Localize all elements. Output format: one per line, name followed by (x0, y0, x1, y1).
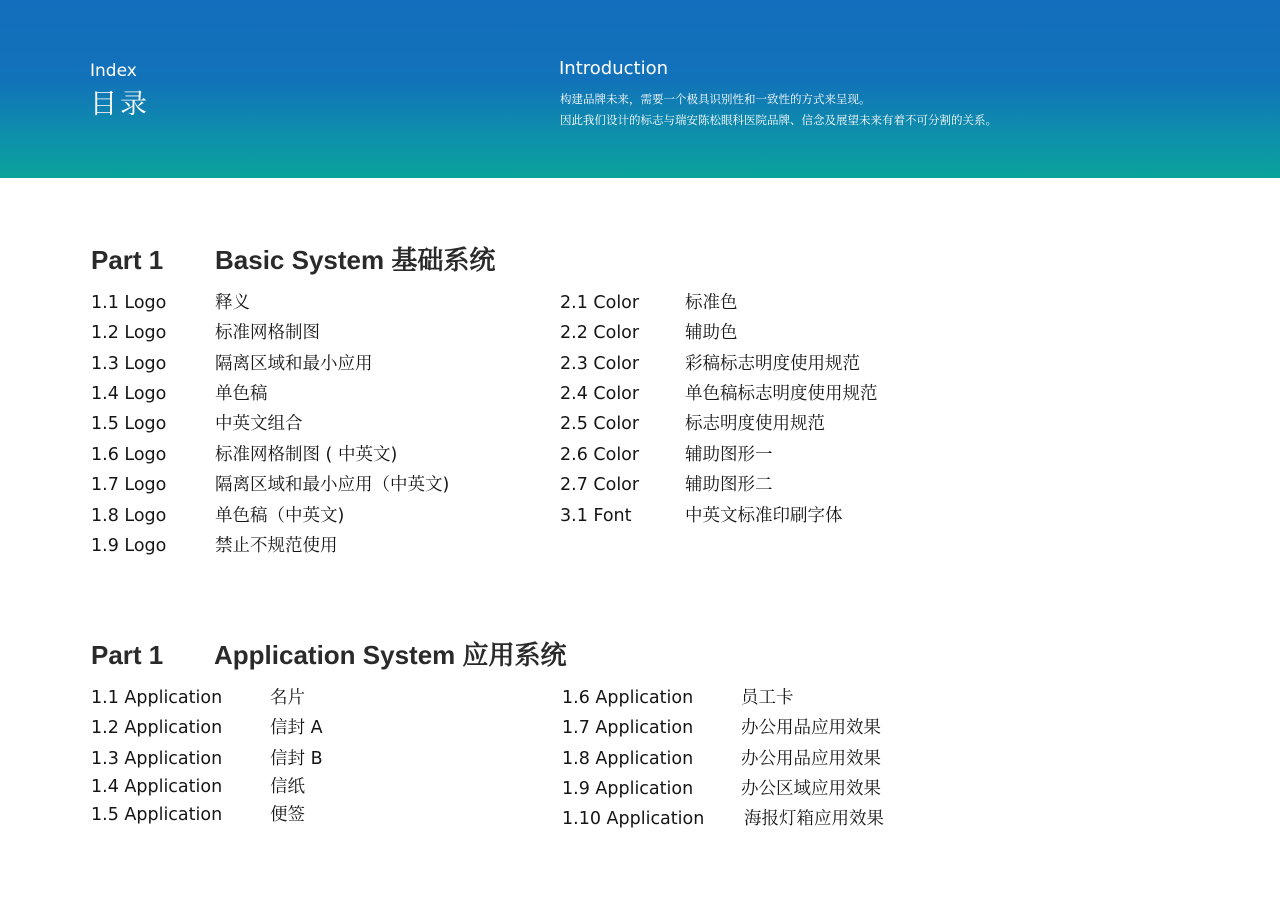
part1-title: Basic System 基础系统 (215, 245, 496, 275)
toc-entry-number[interactable]: 1.4 Logo (91, 384, 167, 404)
toc-entry-number[interactable]: 1.7 Logo (91, 475, 167, 495)
part2-title: Application System 应用系统 (214, 640, 567, 670)
toc-entry-number[interactable]: 2.1 Color (560, 293, 640, 313)
toc-entry-number[interactable]: 3.1 Font (560, 506, 632, 526)
toc-entry-title[interactable]: 辅助图形二 (685, 475, 773, 495)
toc-entry-title[interactable]: 标志明度使用规范 (685, 414, 825, 434)
toc-entry-title[interactable]: 辅助图形一 (685, 445, 773, 465)
toc-entry-number[interactable]: 1.2 Application (91, 718, 223, 738)
toc-entry-title[interactable]: 辅助色 (685, 323, 738, 343)
toc-entry-title[interactable]: 释义 (215, 293, 250, 313)
toc-entry-number[interactable]: 1.7 Application (562, 718, 694, 738)
toc-entry-number[interactable]: 2.2 Color (560, 323, 640, 343)
toc-entry-title[interactable]: 办公用品应用效果 (741, 718, 881, 738)
toc-entry-title[interactable]: 标准网格制图 ( 中英文) (215, 445, 398, 465)
toc-entry-title[interactable]: 员工卡 (741, 688, 794, 708)
toc-entry-number[interactable]: 1.6 Application (562, 688, 694, 708)
toc-entry-number[interactable]: 2.3 Color (560, 354, 640, 374)
toc-entry-number[interactable]: 2.7 Color (560, 475, 640, 495)
toc-entry-title[interactable]: 隔离区域和最小应用（中英文) (215, 475, 450, 495)
toc-entry-title[interactable]: 彩稿标志明度使用规范 (685, 354, 860, 374)
toc-entry-number[interactable]: 1.2 Logo (91, 323, 167, 343)
intro-line: 构建品牌未来，需要一个极具识别性和一致性的方式来呈现。 (560, 92, 871, 106)
toc-entry-number[interactable]: 1.8 Logo (91, 506, 167, 526)
toc-entry-title[interactable]: 信封 B (270, 749, 323, 769)
toc-entry-title[interactable]: 便签 (270, 805, 305, 825)
toc-entry-title[interactable]: 隔离区域和最小应用 (215, 354, 373, 374)
toc-entry-title[interactable]: 单色稿标志明度使用规范 (685, 384, 878, 404)
toc-entry-title[interactable]: 禁止不规范使用 (215, 536, 338, 556)
toc-entry-title[interactable]: 中英文组合 (215, 414, 303, 434)
toc-entry-number[interactable]: 2.6 Color (560, 445, 640, 465)
toc-entry-title[interactable]: 标准网格制图 (215, 323, 320, 343)
toc-entry-number[interactable]: 1.5 Application (91, 805, 223, 825)
toc-entry-title[interactable]: 海报灯箱应用效果 (744, 809, 884, 829)
toc-entry-title[interactable]: 单色稿（中英文) (215, 506, 345, 526)
toc-entry-number[interactable]: 2.4 Color (560, 384, 640, 404)
toc-entry-title[interactable]: 办公用品应用效果 (741, 749, 881, 769)
toc-entry-title[interactable]: 信纸 (270, 777, 305, 797)
toc-entry-number[interactable]: 1.8 Application (562, 749, 694, 769)
intro-title: Introduction (559, 58, 669, 79)
index-label: Index (90, 61, 137, 81)
toc-entry-title[interactable]: 标准色 (685, 293, 738, 313)
toc-entry-number[interactable]: 1.5 Logo (91, 414, 167, 434)
toc-entry-number[interactable]: 1.9 Application (562, 779, 694, 799)
toc-entry-title[interactable]: 办公区域应用效果 (741, 779, 881, 799)
toc-entry-number[interactable]: 1.10 Application (562, 809, 705, 829)
toc-entry-number[interactable]: 1.1 Application (91, 688, 223, 708)
toc-entry-number[interactable]: 1.1 Logo (91, 293, 167, 313)
index-title: 目录 (90, 89, 150, 120)
toc-entry-number[interactable]: 1.9 Logo (91, 536, 167, 556)
toc-entry-number[interactable]: 1.6 Logo (91, 445, 167, 465)
toc-entry-title[interactable]: 单色稿 (215, 384, 268, 404)
toc-entry-title[interactable]: 名片 (270, 688, 305, 708)
toc-entry-number[interactable]: 1.4 Application (91, 777, 223, 797)
toc-entry-title[interactable]: 中英文标准印刷字体 (685, 506, 843, 526)
intro-line: 因此我们设计的标志与瑞安陈松眼科医院品牌、信念及展望未来有着不可分割的关系。 (560, 113, 997, 127)
part1-number: Part 1 (91, 245, 164, 275)
toc-entry-title[interactable]: 信封 A (270, 718, 323, 738)
toc-entry-number[interactable]: 2.5 Color (560, 414, 640, 434)
toc-entry-number[interactable]: 1.3 Logo (91, 354, 167, 374)
header-banner (0, 0, 1280, 178)
toc-entry-number[interactable]: 1.3 Application (91, 749, 223, 769)
part2-number: Part 1 (91, 640, 164, 670)
